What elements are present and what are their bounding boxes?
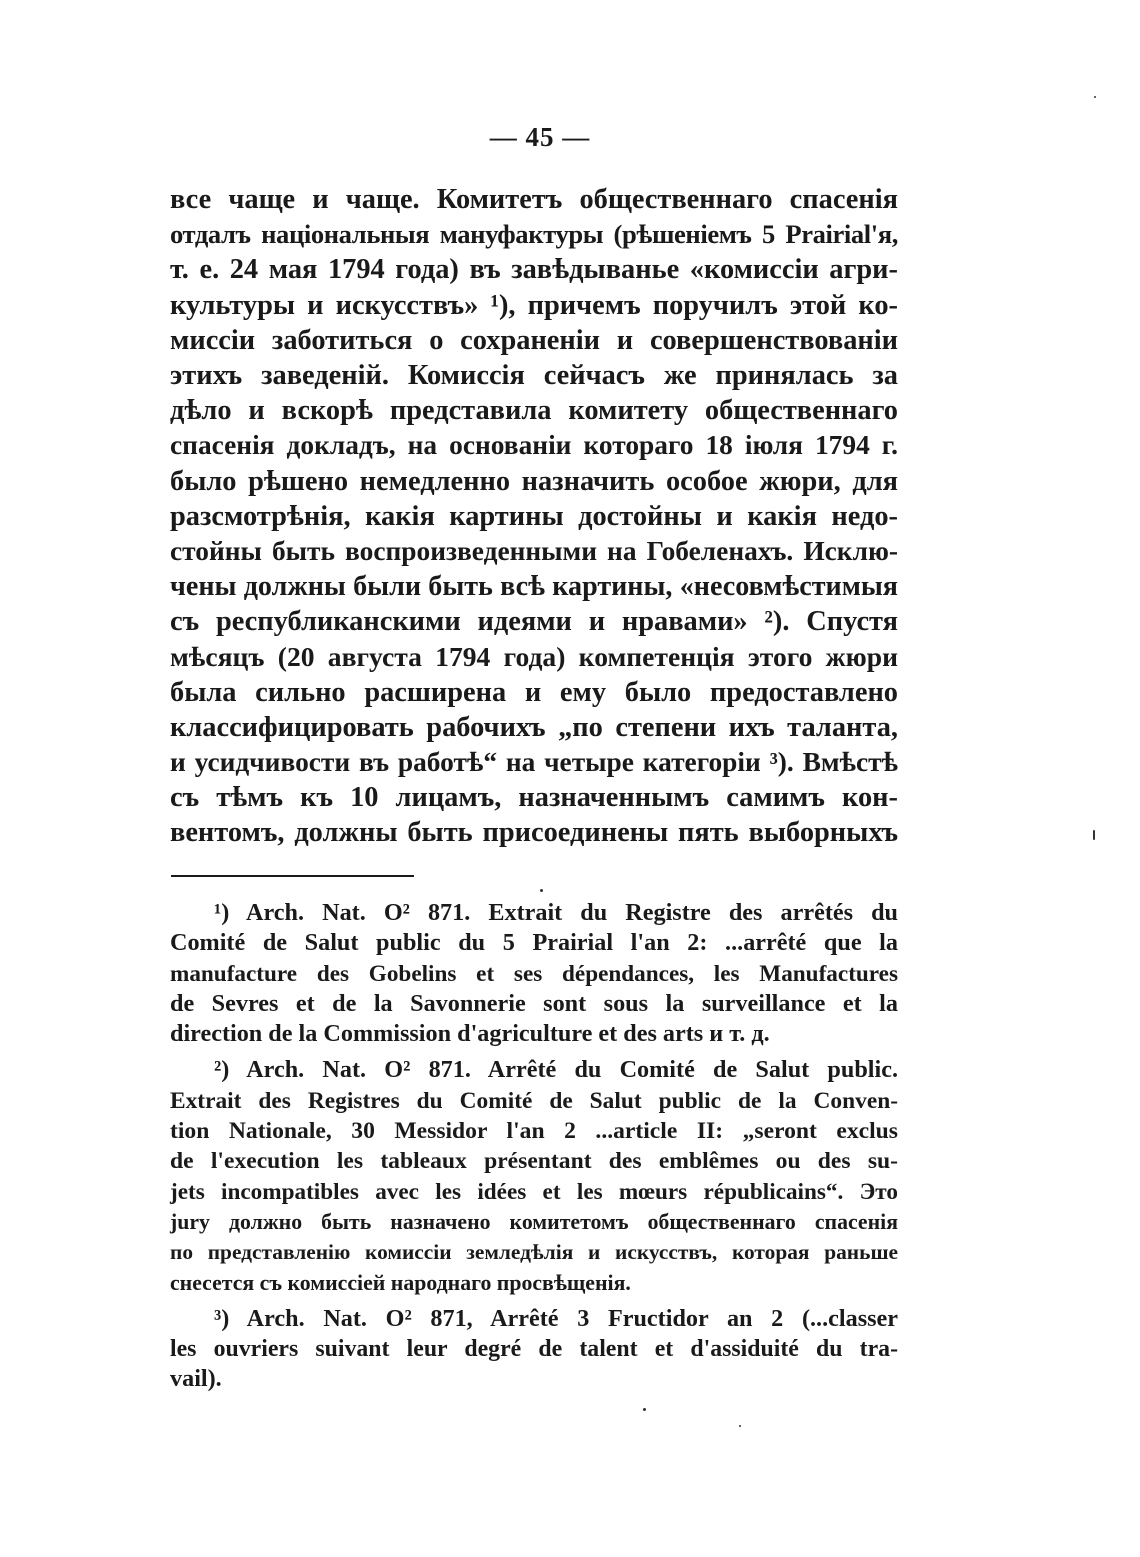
text-line: съ тѣмъ къ 10 лицамъ, назначеннымъ самимъ кон- <box>170 782 898 814</box>
text-line: съ республиканскими идеями и нравами» ²). Спустя <box>170 606 898 638</box>
text-line: было рѣшено немедленно назначить особое жюри, для <box>170 465 898 497</box>
footnote-line: jets incompatibles avec les idées et les mœurs républicains“. Это <box>170 1178 898 1205</box>
text-line: классифицировать рабочихъ „по степени ихъ таланта, <box>170 711 898 743</box>
footnote-line: les ouvriers suivant leur degré de talent et d'assiduité du tra- <box>170 1336 898 1363</box>
text-line: стойны быть воспроизведенными на Гобеленахъ. Исклю- <box>170 535 898 566</box>
text-line: этихъ заведеній. Комиссія сейчасъ же принялась за <box>170 359 898 391</box>
footnote-line: снесется съ комиссіей народнаго просвѣщенія. <box>170 1270 631 1295</box>
footnotes <box>170 898 898 1395</box>
footnote-line: de Sevres et de la Savonnerie sont sous la surveillance et la <box>170 989 898 1017</box>
paper-speck <box>1093 830 1095 840</box>
paper-speck <box>739 1425 741 1427</box>
text-line: дѣло и вскорѣ представила комитету общественнаго <box>170 395 898 427</box>
text-line: чены должны были быть всѣ картины, «несовмѣстимыя <box>170 571 898 603</box>
text-line: мѣсяцъ (20 августа 1794 года) компетенція этого жюри <box>170 641 898 673</box>
footnote-separator <box>171 875 414 877</box>
footnote-line: ¹) Arch. Nat. O² 871. Extrait du Registre des arrêtés du <box>214 899 898 926</box>
text-line: миссіи заботиться о сохраненіи и совершенствованіи <box>170 324 898 356</box>
footnote-line: ²) Arch. Nat. O² 871. Arrêté du Comité de Salut public. <box>214 1056 898 1084</box>
text-line: все чаще и чаще. Комитетъ общественнаго спасенія <box>170 184 898 215</box>
main-text <box>170 182 898 851</box>
text-line: отдалъ національныя мануфактуры (рѣшеніемъ 5 Prairial'я, <box>170 219 898 250</box>
footnote-line: manufacture des Gobelins et ses dépendances, les Manufactures <box>170 960 898 987</box>
footnote-line: direction de la Commission d'agriculture et des arts и т. д. <box>170 1020 770 1048</box>
text-line: разсмотрѣнія, какія картины достойны и какія недо- <box>170 500 898 532</box>
footnote-line: tion Nationale, 30 Messidor l'an 2 ...article II: „seront exclus <box>170 1118 898 1145</box>
footnote-line: jury должно быть назначено комитетомъ общественнаго спасенія <box>170 1209 898 1234</box>
text-line: культуры и искусствъ» ¹), причемъ поручилъ этой ко- <box>170 289 898 321</box>
footnote-1 <box>170 898 898 1049</box>
footnote-line: vail). <box>170 1365 222 1393</box>
text-line: т. е. 24 мая 1794 года) въ завѣдыванье «комиссіи агри- <box>170 254 898 286</box>
text-line: была сильно расширена и ему было предоставлено <box>170 676 898 708</box>
footnote-line: по представленію комиссіи земледѣлія и искусствъ, которая раньше <box>170 1240 898 1265</box>
footnote-line: de l'execution les tableaux présentant des emblêmes ou des su- <box>170 1148 898 1175</box>
text-line: вентомъ, должны быть присоединены пять выборныхъ <box>170 817 898 849</box>
footnote-line: ³) Arch. Nat. O² 871, Arrêté 3 Fructidor an 2 (...classer <box>214 1304 898 1332</box>
text-line: спасенія докладъ, на основаніи котораго 18 іюля 1794 г. <box>170 430 898 461</box>
footnote-2 <box>170 1055 898 1297</box>
paper-speck <box>540 889 543 892</box>
footnote-3 <box>170 1304 898 1395</box>
page-number: — 45 — <box>489 122 591 152</box>
footnote-line: Extrait des Registres du Comité de Salut public de la Conven- <box>170 1087 898 1114</box>
footnote-line: Comité de Salut public du 5 Prairial l'an 2: ...arrêté que la <box>170 929 898 957</box>
paper-speck <box>1094 96 1096 98</box>
paper-speck <box>643 1408 646 1411</box>
text-line: и усидчивости въ работѣ“ на четыре категоріи ³). Вмѣстѣ <box>170 747 898 777</box>
